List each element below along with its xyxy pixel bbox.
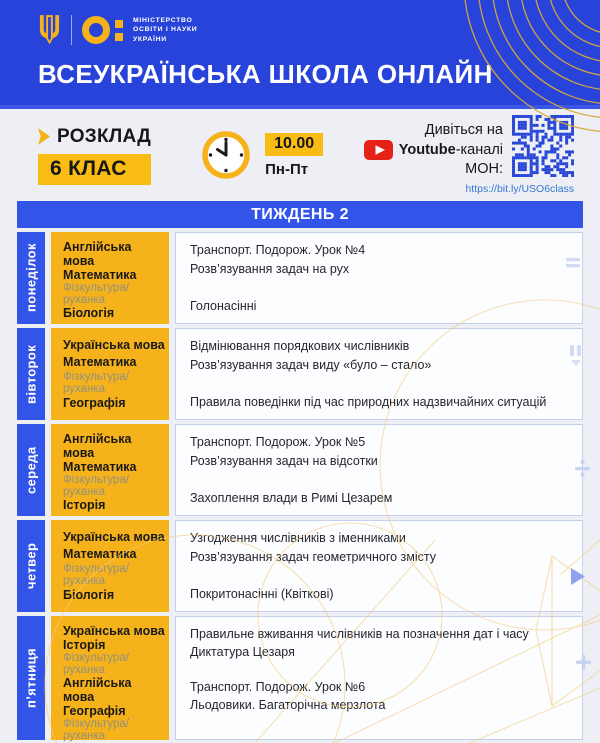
topics-column xyxy=(175,328,583,420)
lesson-topic: Голонасінні xyxy=(190,298,257,313)
subject-name: Англійська мова xyxy=(63,432,132,460)
subject-name: Українська мова xyxy=(63,529,165,544)
time-badge: 10.00 xyxy=(265,133,323,156)
schedule-label: РОЗКЛАД xyxy=(57,125,152,147)
topics-column xyxy=(175,520,583,612)
subjects-column xyxy=(51,520,169,612)
day-row xyxy=(17,424,583,516)
schedule-table xyxy=(17,201,583,740)
subject-name: Фізкультура/руханка xyxy=(63,718,130,742)
youtube-icon xyxy=(364,140,393,160)
lesson-topic: Розв’язування задач виду «було – стало» xyxy=(190,357,432,372)
ministry-line: УКРАЇНИ xyxy=(133,35,167,43)
youtube-caption-line3: МОН: xyxy=(465,161,503,177)
days-range: Пн-Пт xyxy=(265,160,309,178)
subject-name: Фізкультура/руханка xyxy=(63,562,130,587)
youtube-caption xyxy=(364,115,503,179)
lesson-topic: Транспорт. Подорож. Урок №5 xyxy=(190,435,366,450)
ministry-name xyxy=(133,16,197,44)
lesson-topic: Диктатура Цезаря xyxy=(190,644,295,659)
subject-name: Математика xyxy=(63,354,137,369)
subject-name: Англійська мова xyxy=(63,240,132,268)
subject-name: Українська мова xyxy=(63,624,165,638)
page-title: ВСЕУКРАЇНСЬКА ШКОЛА ОНЛАЙН xyxy=(38,59,493,89)
lesson-topic: Правильне вживання числівників на позначення дат і часу xyxy=(190,626,529,641)
topics-column xyxy=(175,232,583,324)
lesson-topic: Розв’язування задач на відсотки xyxy=(190,453,378,468)
subject-name: Географія xyxy=(63,704,126,718)
subject-name: Англійська мова xyxy=(63,676,132,704)
topics-column xyxy=(175,616,583,740)
youtube-word: Youtube xyxy=(398,141,456,158)
day-row xyxy=(17,520,583,612)
ministry-line: ОСВІТИ І НАУКИ xyxy=(133,26,198,34)
lesson-topic: Розв’язування задач геометричного змісту xyxy=(190,549,437,564)
subject-name: Фізкультура/руханка xyxy=(63,474,130,498)
lesson-topic: Транспорт. Подорож. Урок №4 xyxy=(190,243,366,258)
day-row xyxy=(17,328,583,420)
subject-name: Фізкультура/руханка xyxy=(63,370,130,395)
subject-name: Географія xyxy=(63,396,126,411)
subjects-column xyxy=(51,328,169,420)
day-label: понеділок xyxy=(17,232,45,324)
lesson-topic: Узгодження числівників з іменниками xyxy=(190,531,406,546)
day-label: вівторок xyxy=(17,328,45,420)
week-title-bar: ТИЖДЕНЬ 2 xyxy=(17,201,583,228)
subject-name: Історія xyxy=(63,498,106,512)
lesson-topic: Транспорт. Подорож. Урок №6 xyxy=(190,679,366,694)
lesson-topic: Відмінювання порядкових числівників xyxy=(190,339,410,354)
subject-name: Математика xyxy=(63,268,137,282)
chevron-right-icon xyxy=(38,128,50,145)
youtube-block xyxy=(364,115,574,195)
info-bar xyxy=(0,109,600,201)
youtube-word-rest: -каналі xyxy=(455,141,503,158)
subject-name: Математика xyxy=(63,546,137,561)
clock-icon xyxy=(199,128,253,182)
logo-divider xyxy=(71,15,72,45)
subject-name: Українська мова xyxy=(63,337,165,352)
mon-logo-icon xyxy=(82,16,123,44)
subject-name: Фізкультура/руханка xyxy=(63,652,130,676)
topics-column xyxy=(175,424,583,516)
subject-name: Історія xyxy=(63,638,106,652)
subjects-column xyxy=(51,232,169,324)
schedule-block xyxy=(38,126,151,185)
day-row xyxy=(17,232,583,324)
header xyxy=(0,0,600,109)
lesson-topic: Правила поведінки під час природних надзвичайних ситуацій xyxy=(190,394,547,409)
day-label: четвер xyxy=(17,520,45,612)
mon-logo-ring xyxy=(82,16,110,44)
youtube-caption-line1: Дивіться на xyxy=(424,122,503,139)
day-label: середа xyxy=(17,424,45,516)
day-rows xyxy=(17,232,583,740)
subjects-column xyxy=(51,424,169,516)
lesson-topic: Захоплення влади в Римі Цезарем xyxy=(190,490,393,505)
ministry-line: МІНІСТЕРСТВО xyxy=(133,17,193,25)
ministry-logo xyxy=(38,0,600,45)
lesson-topic: Розв’язування задач на рух xyxy=(190,261,350,276)
grade-badge: 6 КЛАС xyxy=(38,154,151,185)
day-label: п’ятниця xyxy=(17,616,45,740)
trident-icon xyxy=(38,15,61,45)
lesson-topic: Покритонасінні (Квіткові) xyxy=(190,586,334,601)
time-block xyxy=(199,128,323,182)
subject-name: Фізкультура/руханка xyxy=(63,282,130,306)
youtube-link[interactable]: https://bit.ly/USO6class xyxy=(465,182,574,195)
qr-code xyxy=(512,115,574,177)
lesson-topic: Льодовики. Багаторічна мерзлота xyxy=(190,697,386,712)
day-row xyxy=(17,616,583,740)
subject-name: Математика xyxy=(63,460,137,474)
subject-name: Біологія xyxy=(63,306,115,320)
subject-name: Біологія xyxy=(63,588,115,603)
mon-logo-colon xyxy=(115,20,123,41)
subjects-column xyxy=(51,616,169,740)
